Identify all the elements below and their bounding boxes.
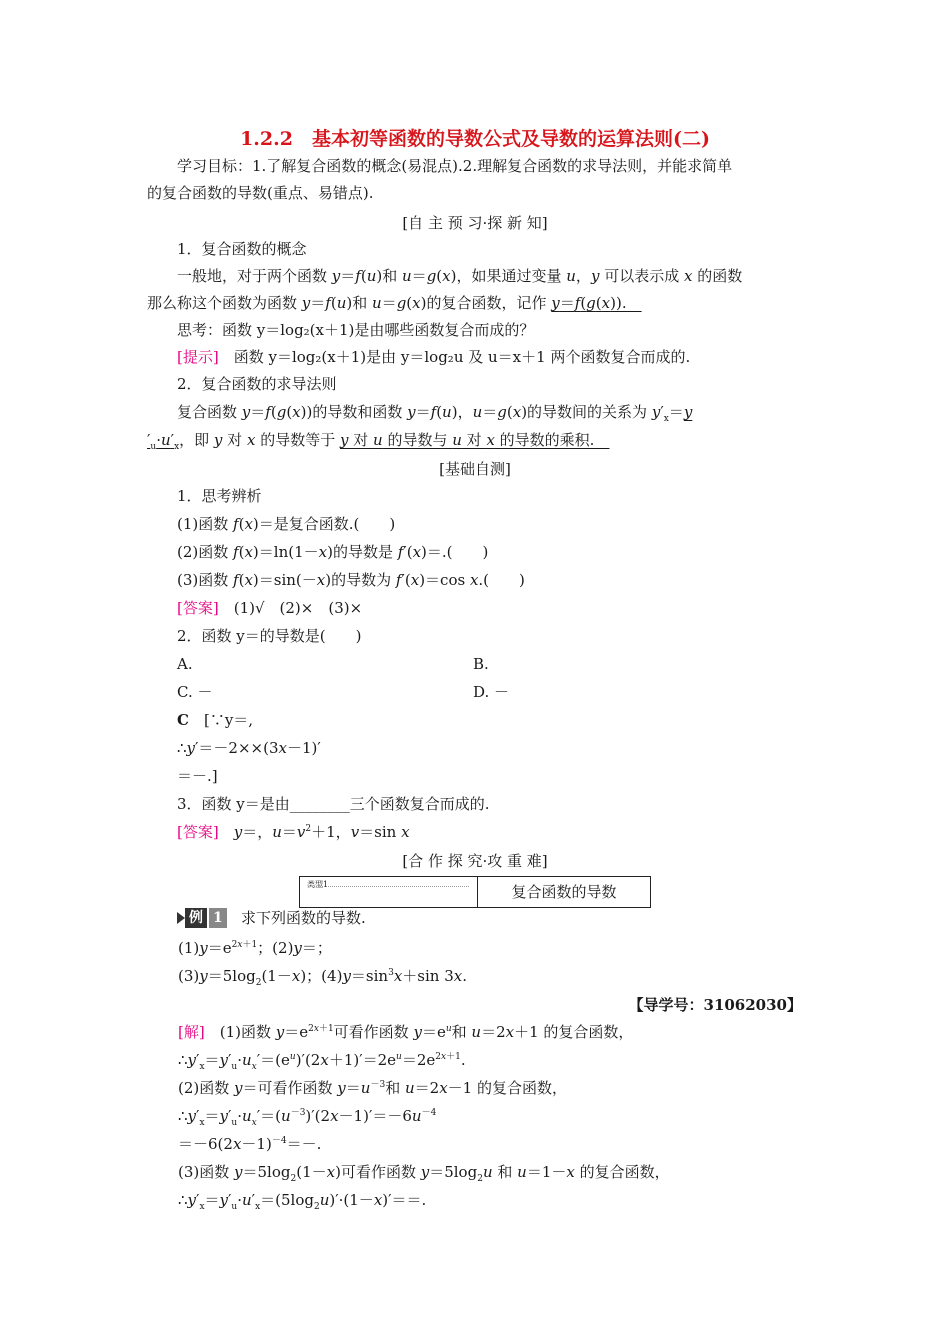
question-3: 3．函数 y＝是由________三个函数复合而成的. <box>177 795 490 813</box>
concept-text-2: 那么称这个函数为函数 y＝f(u)和 u＝g(x)的复合函数，记作 y＝f(g(x)). <box>147 294 642 312</box>
solution-line-5: $=-6(2x-1)^{-4}=-$. <box>178 1135 322 1153</box>
objectives-line1: 学习目标：1.了解复合函数的概念(易混点).2.理解复合函数的求导法则，并能求简单 <box>177 157 733 175</box>
type-box <box>299 876 651 908</box>
test-answer-3: [答案] y＝，$u=v^2+1$，v＝sin x <box>177 823 410 841</box>
page-title: 1.2.2 基本初等函数的导数公式及导数的运算法则(二) <box>240 128 710 150</box>
hint-tag: [提示] <box>177 348 219 366</box>
test-answer-1 <box>177 598 362 618</box>
option-d: D. － <box>473 683 510 701</box>
type-tag: 类型1 <box>307 880 329 889</box>
section-header-explore: [合 作 探 究·攻 重 难] <box>402 852 548 870</box>
example-number: 1 <box>209 908 227 928</box>
concept-hint <box>177 347 690 367</box>
example-label: 例 <box>185 908 207 928</box>
concept-think: 思考：函数 y＝log₂(x＋1)是由哪些函数复合而成的？ <box>177 321 535 339</box>
concept-heading: 1．复合函数的概念 <box>177 240 307 258</box>
solution-2-line2: ∴y′＝－2××(3x－1)′ <box>177 739 321 757</box>
test-item-3: (3)函数 f(x)＝sin(－x)的导数为 f′(x)＝cos x.( ) <box>177 571 525 589</box>
solution-2-line1 <box>177 710 253 730</box>
hint-text: 函数 y＝log₂(x＋1)是由 y＝log₂u 及 u＝x＋1 两个函数复合而成的. <box>233 348 691 366</box>
solution-line-2: $\therefore y'_x=y'_u\cdot u_x'=(e^u)'(2x+1)'=2e^u=2e^{2x+1}$. <box>178 1051 466 1072</box>
test-heading: 1．思考辨析 <box>177 487 262 505</box>
example-item-1-2: $(1)y=e^{2x+1}$；(2)y＝； <box>178 939 332 957</box>
objectives-line2: 的复合函数的导数(重点、易错点). <box>147 184 374 202</box>
solution-line-7: $\therefore y'_x=y'_u\cdot u'_x=(5\log_2u)'\cdot(1-x)'==$. <box>178 1191 427 1212</box>
rule-heading: 2．复合函数的求导法则 <box>177 375 337 393</box>
solution-choice: C <box>177 711 189 729</box>
example-text: 求下列函数的导数. <box>241 909 366 927</box>
rule-text-2: $'_u\cdot u'_x$，即 y 对 x 的导数等于 y 对 u 的导数与 u 对 x 的导数的乘积. <box>147 431 610 452</box>
question-2: 2．函数 y＝的导数是( ) <box>177 627 362 645</box>
example-item-3-4: $(3)y=5\log_2(1-x)$；$(4)y=\sin^3x+\sin$ 3x. <box>178 967 467 988</box>
solution-2-text: [∵y＝, <box>203 711 254 729</box>
concept-text-1: 一般地，对于两个函数 y＝f(u)和 u＝g(x)，如果通过变量 u，y 可以表示成 x 的函数 <box>177 267 743 285</box>
solution-line-3: (2)函数 y＝可看作函数 $y=u^{-3}$和 u＝2x－1 的复合函数， <box>178 1079 567 1097</box>
option-a: A. <box>177 655 193 673</box>
guide-number: 【导学号：31062030】 <box>628 996 802 1014</box>
rule-text-1: 复合函数 y＝f(g(x))的导数和函数 y＝f(u)，u＝g(x)的导数间的关系为 $y'_x=y$ <box>177 403 693 424</box>
example-arrow-icon <box>177 912 185 924</box>
solution-line-6: (3)函数 $y=5\log_2(1-x)$可看作函数 $y=5\log_2u$ 和 u＝1－x 的复合函数， <box>178 1163 670 1184</box>
section-header-preview: [自 主 预 习·探 新 知] <box>402 214 548 232</box>
section-header-selftest: [基础自测] <box>439 460 511 478</box>
type-name: 复合函数的导数 <box>511 883 617 901</box>
answer-tag-3: [答案] <box>177 823 219 841</box>
test-item-1: (1)函数 f(x)＝是复合函数.( ) <box>177 515 396 533</box>
solution-2-line3: ＝－.] <box>177 767 218 785</box>
test-item-2: (2)函数 f(x)＝ln(1－x)的导数是 f′(x)＝.( ) <box>177 543 489 561</box>
solution-line-4: $\therefore y'_x=y'_u\cdot u_x'=(u^{-3})'(2x-1)'=-6u^{-4}$ <box>178 1107 437 1128</box>
solution-tag: [解] <box>178 1023 205 1041</box>
answer-1-text: (1)√ (2)× (3)× <box>233 599 363 617</box>
option-b: B. <box>473 655 489 673</box>
option-c: C. － <box>177 683 213 701</box>
solution-line-1: [解] (1)函数 $y=e^{2x+1}$可看作函数 $y=e^u$和 u＝2x＋1 的复合函数， <box>178 1023 634 1041</box>
answer-tag: [答案] <box>177 599 219 617</box>
type-box-left <box>300 877 478 907</box>
type-dotted-line <box>308 886 469 887</box>
